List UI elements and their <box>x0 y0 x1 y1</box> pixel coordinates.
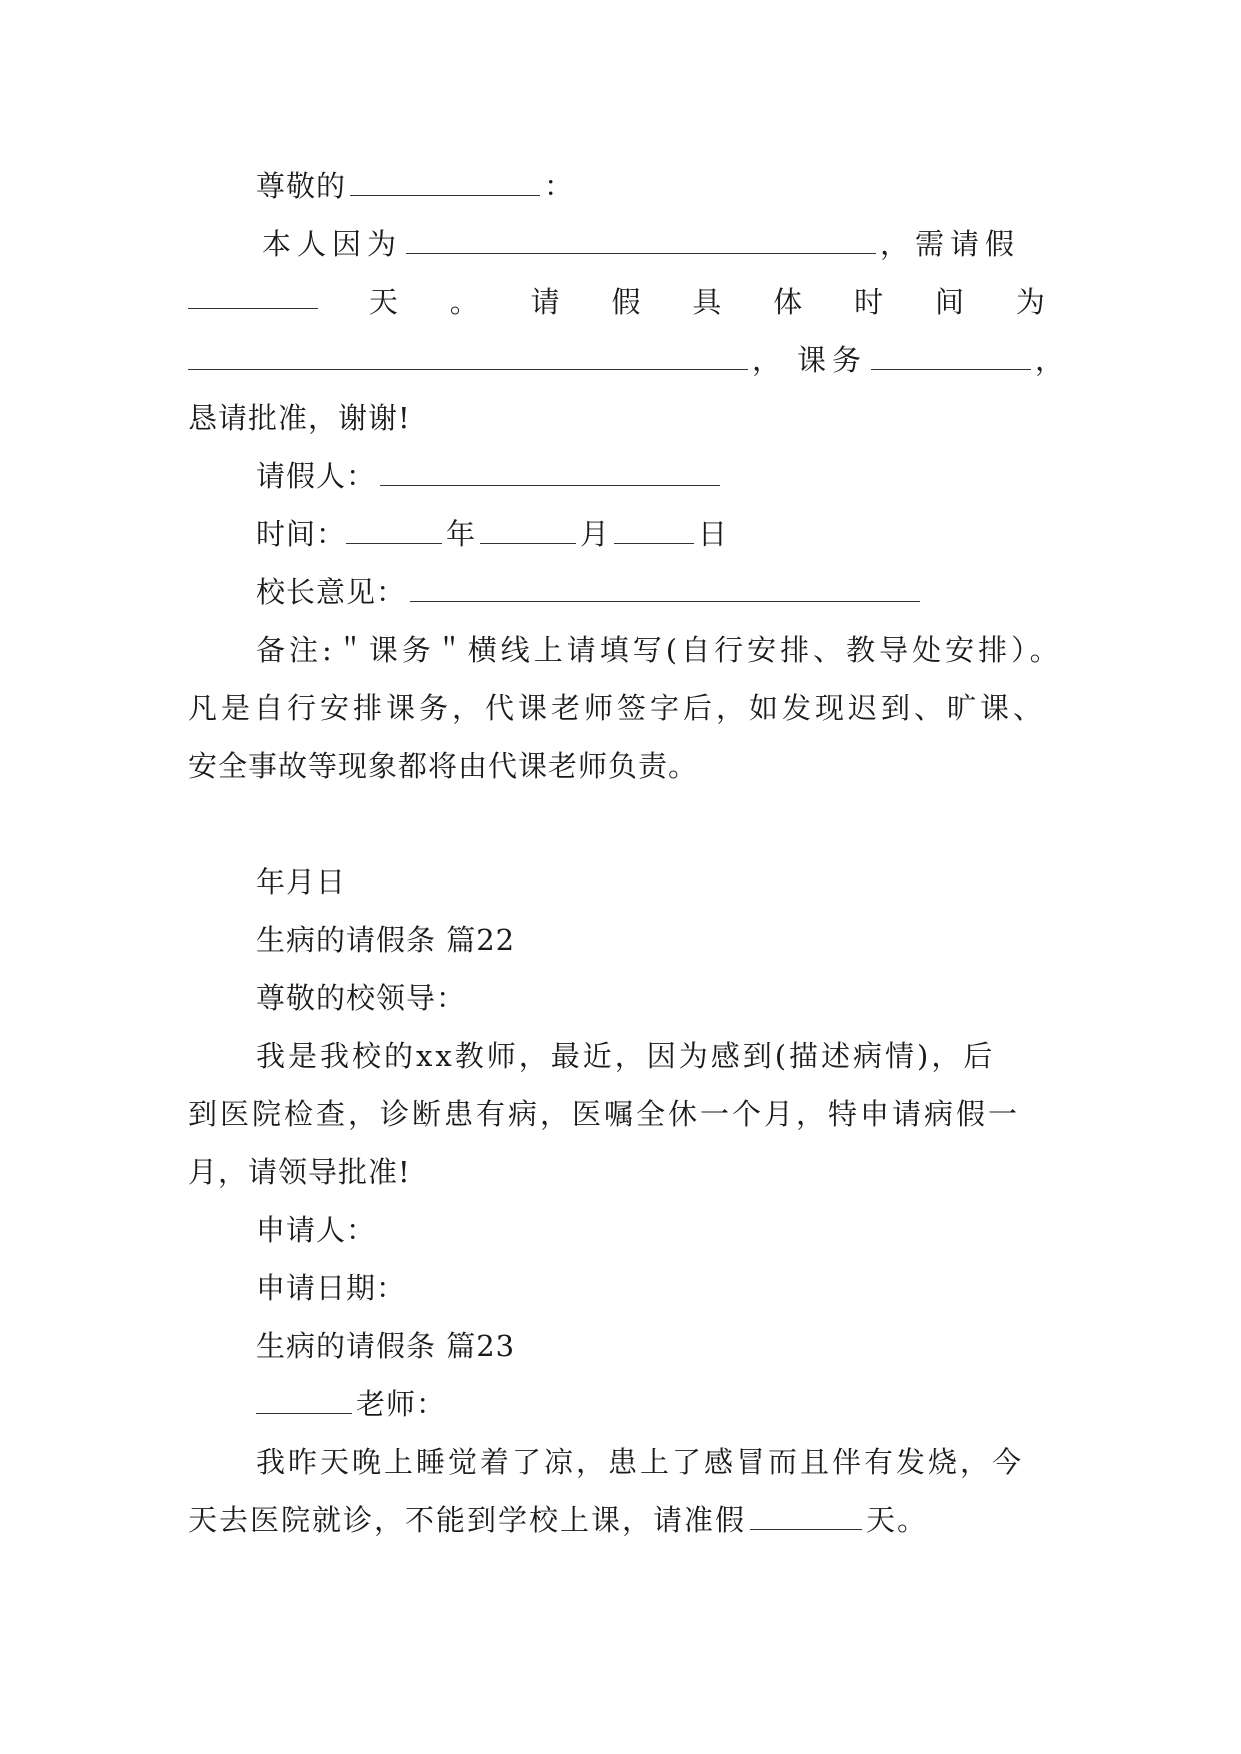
time-blank[interactable] <box>188 343 748 370</box>
section-22-body-3: 月，请领导批准! <box>188 1155 411 1189</box>
time-char-6: 间 <box>934 285 965 319</box>
courses-line <box>188 340 1070 380</box>
section-23-body-2-prefix: 天去医院就诊，不能到学校上课，请准假 <box>188 1503 747 1537</box>
days-time-line <box>188 282 1046 322</box>
time-char-5: 时 <box>854 285 885 319</box>
section-23-title: 生病的请假条 篇23 <box>256 1329 516 1363</box>
time-char-4: 体 <box>773 285 804 319</box>
section-22-greeting: 尊敬的校领导： <box>256 981 467 1015</box>
year-blank[interactable] <box>346 517 442 544</box>
section-22-body-1: 我是我校的xx教师，最近，因为感到(描述病情)，后 <box>256 1039 996 1073</box>
day-label: 日 <box>698 517 729 551</box>
courses-blank[interactable] <box>871 343 1031 370</box>
section-23-body-1: 我昨天晚上睡觉着了凉，患上了感冒而且伴有发烧，今 <box>256 1445 1025 1479</box>
applicant-label: 请假人： <box>256 459 377 493</box>
greeting-prefix: 尊敬的 <box>256 169 347 203</box>
note-line-1: 备注:＂课务＂横线上请填写(自行安排、教导处安排）。 <box>256 633 1063 667</box>
principal-label: 校长意见： <box>256 575 407 609</box>
month-blank[interactable] <box>480 517 576 544</box>
time-char-1: 请 <box>530 285 561 319</box>
principal-blank[interactable] <box>410 575 920 602</box>
time-char-3: 具 <box>692 285 723 319</box>
applicant-line <box>256 456 724 496</box>
day-blank[interactable] <box>614 517 694 544</box>
courses-comma: ， <box>752 343 788 377</box>
courses-suffix: ， <box>1035 343 1071 377</box>
courses-label: 课务 <box>797 343 868 377</box>
section-22-date: 申请日期： <box>256 1271 407 1305</box>
principal-line <box>256 572 924 612</box>
reason-suffix: ，需请假 <box>880 227 1021 261</box>
teacher-name-blank[interactable] <box>256 1387 352 1414</box>
year-label: 年 <box>446 517 477 551</box>
reason-prefix: 本人因为 <box>262 227 403 261</box>
month-label: 月 <box>580 517 611 551</box>
date-label: 时间： <box>256 517 347 551</box>
leave-days-blank[interactable] <box>750 1503 862 1530</box>
section-22-applicant: 申请人： <box>256 1213 377 1247</box>
date-line <box>256 514 728 554</box>
reason-line <box>262 224 1020 264</box>
signature-date: 年月日 <box>256 865 347 899</box>
period-mark: 。 <box>449 285 480 319</box>
teacher-greeting-suffix: 老师： <box>356 1387 447 1421</box>
greeting-suffix: ： <box>544 169 575 203</box>
note-line-3: 安全事故等现象都将由代课老师负责。 <box>188 749 699 783</box>
section-22-title: 生病的请假条 篇22 <box>256 923 516 957</box>
note-line-2: 凡是自行安排课务，代课老师签字后，如发现迟到、旷课、 <box>188 691 1047 725</box>
closing-line: 恳请批准，谢谢! <box>188 401 411 435</box>
time-char-2: 假 <box>611 285 642 319</box>
greeting-line <box>256 166 574 206</box>
recipient-blank[interactable] <box>350 169 540 196</box>
days-label: 天 <box>368 285 399 319</box>
time-char-7: 为 <box>1015 285 1046 319</box>
days-blank[interactable] <box>188 282 318 309</box>
section-23-body-2-suffix: 天。 <box>866 1503 929 1537</box>
reason-blank[interactable] <box>406 227 876 254</box>
section-23-greeting <box>256 1384 446 1424</box>
section-22-body-2: 到医院检查，诊断患有病，医嘱全休一个月，特申请病假一 <box>188 1097 1021 1131</box>
section-23-body-2 <box>188 1500 928 1540</box>
applicant-blank[interactable] <box>380 459 720 486</box>
